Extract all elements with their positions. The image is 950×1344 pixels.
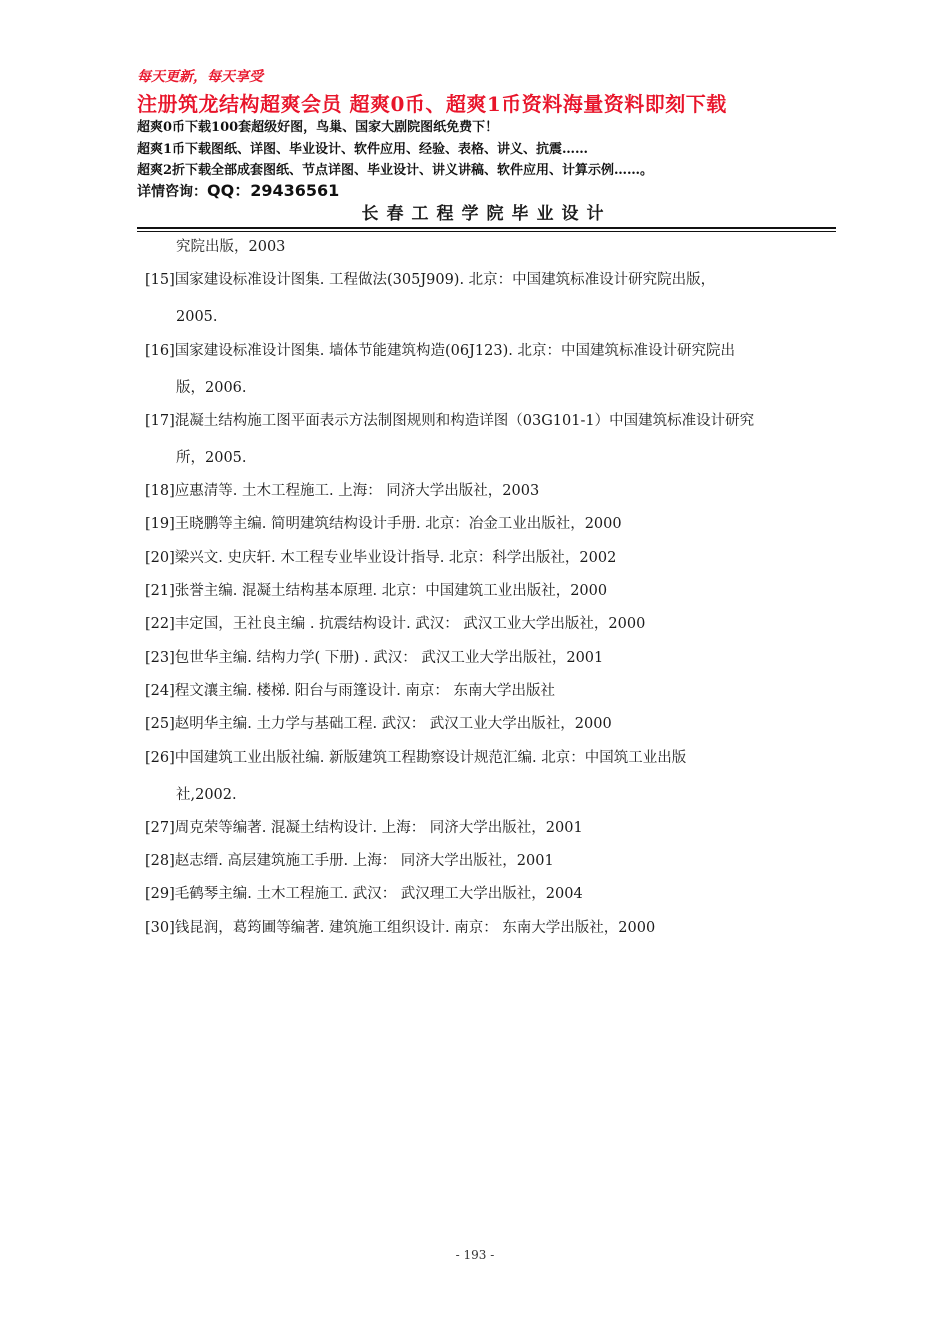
page-number: - 193 - — [455, 1248, 495, 1262]
reference-entry-continuation: 2005. — [176, 309, 218, 326]
reference-entry-continuation: 究院出版，2003 — [176, 239, 286, 255]
reference-entry: [20]梁兴文. 史庆轩. 木工程专业毕业设计指导. 北京：科学出版社，2002 — [145, 549, 617, 566]
reference-entry: [24]程文瀼主编. 楼梯. 阳台与雨篷设计. 南京： 东南大学出版社 — [145, 682, 556, 699]
reference-entry: [21]张誉主编. 混凝土结构基本原理. 北京：中国建筑工业出版社，2000 — [145, 583, 608, 600]
reference-entry: [23]包世华主编. 结构力学( 下册) . 武汉： 武汉工业大学出版社，2001 — [145, 649, 604, 666]
reference-entry: [15]国家建设标准设计图集. 工程做法(305J909). 北京：中国建筑标准设计研究院出版， — [145, 272, 716, 289]
reference-entry: [19]王晓鹏等主编. 简明建筑结构设计手册. 北京：冶金工业出版社，2000 — [145, 516, 622, 533]
promo-contact — [137, 178, 339, 201]
reference-entry-continuation: 版，2006. — [176, 379, 247, 396]
reference-entry: [18]应惠清等. 土木工程施工. 上海： 同济大学出版社，2003 — [145, 483, 540, 500]
header-divider — [137, 227, 836, 232]
reference-entry: [25]赵明华主编. 土力学与基础工程. 武汉： 武汉工业大学出版社，2000 — [145, 716, 612, 733]
promo-line-0-coin: 超爽0币下载100套超级好图，鸟巢、国家大剧院图纸免费下！ — [137, 120, 499, 135]
reference-entry: [29]毛鹤琴主编. 土木工程施工. 武汉： 武汉理工大学出版社，2004 — [145, 886, 583, 903]
reference-list — [145, 236, 835, 950]
promo-contact-label: 详情咨询： — [137, 184, 207, 200]
page-header-title: 长春工程学院毕业设计 — [361, 204, 612, 224]
promo-line-discount: 超爽2折下载全部成套图纸、节点详图、毕业设计、讲义讲稿、软件应用、计算示例……。 — [137, 163, 654, 178]
reference-entry: [16]国家建设标准设计图集. 墙体节能建筑构造(06J123). 北京：中国建筑标准设计研究院出 — [145, 342, 735, 359]
promo-headline: 注册筑龙结构超爽会员 超爽0币、超爽1币资料海量资料即刻下载 — [137, 92, 727, 116]
promo-contact-qq: QQ：29436561 — [207, 181, 340, 200]
reference-entry-continuation: 社,2002. — [176, 786, 237, 803]
reference-entry-continuation: 所，2005. — [176, 449, 247, 466]
reference-entry: [30]钱昆润，葛筠圃等编著. 建筑施工组织设计. 南京： 东南大学出版社，2000 — [145, 919, 656, 936]
reference-entry: [27]周克荣等编著. 混凝土结构设计. 上海： 同济大学出版社，2001 — [145, 819, 583, 836]
reference-entry: [17]混凝土结构施工图平面表示方法制图规则和构造详图（03G101-1）中国建筑标准设计研究 — [145, 412, 755, 429]
reference-entry: [22]丰定国，王社良主编 . 抗震结构设计. 武汉： 武汉工业大学出版社，2000 — [145, 616, 646, 633]
promo-daily-update: 每天更新，每天享受 — [137, 69, 263, 85]
reference-entry: [28]赵志缙. 高层建筑施工手册. 上海： 同济大学出版社，2001 — [145, 853, 554, 870]
reference-entry: [26]中国建筑工业出版社编. 新版建筑工程勘察设计规范汇编. 北京：中国筑工业出版 — [145, 749, 687, 766]
promo-line-1-coin: 超爽1币下载图纸、详图、毕业设计、软件应用、经验、表格、讲义、抗震…… — [137, 142, 589, 157]
